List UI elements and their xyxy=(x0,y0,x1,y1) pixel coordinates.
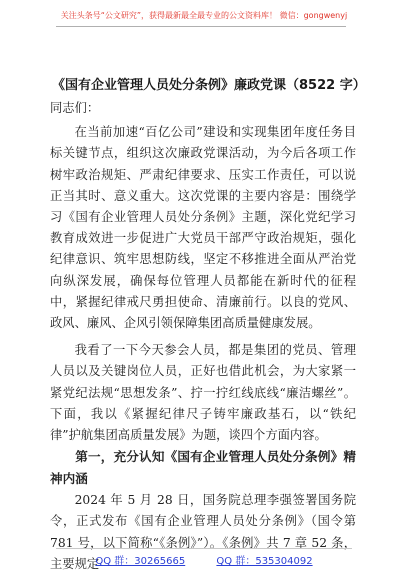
promo-header: 关注头条号“公文研究”，获得最新最全最专业的公文资料库！ 微信：gongwenyj xyxy=(60,11,348,20)
header-divider xyxy=(56,26,346,27)
document-body xyxy=(50,98,356,575)
paragraph-1: 在当前加速“百亿公司”建设和实现集团年度任务目标关键节点，组织这次廉政党课活动，为今后各项工作树牢政治规矩、严肃纪律要求、压实工作责任，可以说正当其时、意义重大。这次党课的主要内容是：围绕学习《国有企业管理人员处分条例》主题，深化党纪学习教育成效进一步促进广大党员干部严守政治规矩，强化纪律意识、筑牢思想防线，坚定不移推进全面从严治党向纵深发展，确保每位管理人员都能在新时代的征程中，紧握纪律戒尺勇担使命、清廉前行。以良的党风、政风、廉风、企风引领保障集团高质量健康发展。 xyxy=(50,125,356,331)
qq-group-link-2[interactable]: QQ 群：535304092 xyxy=(216,556,313,567)
footer-divider xyxy=(56,548,352,549)
document-title: 《国有企业管理人员处分条例》廉政党课（8522 字） xyxy=(52,78,366,93)
section-heading-1: 第一，充分认知《国有企业管理人员处分条例》精神内涵 xyxy=(50,449,356,487)
footer-contacts xyxy=(0,552,408,567)
qq-group-link-1[interactable]: QQ 群：30265665 xyxy=(95,556,186,567)
paragraph-2: 我看了一下今天参会人员，都是集团的党员、管理人员以及关键岗位人员，正好也借此机会，为大家紧一紧党纪法规“思想发条”、拧一拧红线底线“廉洁螺丝”。下面，我以《紧握纪律尺子铸牢廉政基石，以“铁纪律”护航集团高质量发展》为题，谈四个方面内容。 xyxy=(50,343,356,443)
salutation: 同志们： xyxy=(50,101,100,115)
section-paragraph-1: 2024 年 5 月 28 日，国务院总理李强签署国务院令，正式发布《国有企业管理人员处分条例》（国令第 781 号，以下简称“《条例》”）。《条例》共 7 章 52 条，主要规定 xyxy=(50,493,356,571)
